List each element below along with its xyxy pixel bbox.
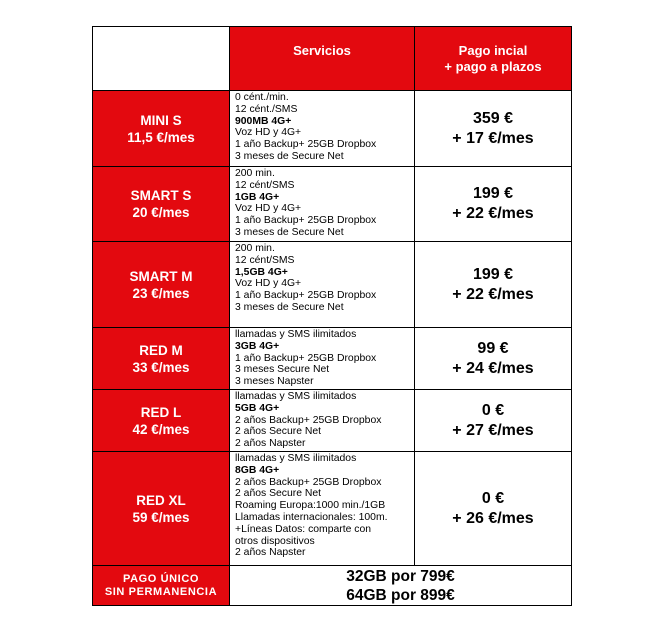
- plan-name: MINI S: [140, 112, 182, 128]
- service-line: 2 años Napster: [235, 547, 306, 559]
- services-cell: [230, 452, 415, 566]
- payment-cell: [415, 390, 572, 452]
- service-line: Voz HD y 4G+: [235, 127, 302, 139]
- plan-price: 23 €/mes: [132, 285, 190, 301]
- service-line: 1,5GB 4G+: [235, 266, 288, 278]
- plan-name: RED XL: [136, 492, 186, 508]
- plan-name: SMART S: [130, 188, 192, 203]
- initial-payment: 0 €: [481, 401, 505, 419]
- services-cell: [230, 242, 415, 328]
- plan-name: RED M: [139, 342, 183, 358]
- service-line: llamadas y SMS ilimitados: [235, 329, 357, 340]
- plan-price: 20 €/mes: [132, 205, 190, 220]
- monthly-payment: + 27 €/mes: [452, 421, 534, 439]
- service-line: Roaming Europa:1000 min./1GB: [235, 500, 386, 512]
- service-line: 2 años Backup+ 25GB Dropbox: [235, 476, 382, 488]
- initial-payment: 0 €: [481, 489, 505, 507]
- payment-cell: [415, 167, 572, 242]
- initial-payment: 199 €: [472, 265, 514, 283]
- service-line: 2 años Napster: [235, 438, 306, 450]
- plan-name: SMART M: [129, 268, 193, 284]
- plan-price: 11,5 €/mes: [127, 129, 195, 145]
- header-payment-line2: + pago a plazos: [444, 59, 542, 74]
- service-line: 12 cént./SMS: [235, 103, 298, 115]
- footer-option-32gb: 32GB por 799€: [346, 567, 455, 585]
- header-payment: [415, 27, 572, 91]
- footer-options-cell: [230, 566, 572, 606]
- plan-price: 33 €/mes: [132, 359, 190, 375]
- plan-name: RED L: [140, 404, 182, 420]
- monthly-payment: + 26 €/mes: [452, 509, 534, 527]
- footer-row: [93, 566, 572, 606]
- services-cell: [230, 167, 415, 242]
- payment-cell: [415, 242, 572, 328]
- monthly-payment: + 17 €/mes: [452, 129, 534, 147]
- service-line: 1 año Backup+ 25GB Dropbox: [235, 139, 377, 151]
- payment-cell: [415, 328, 572, 390]
- plan-row-red-l: [93, 390, 572, 452]
- monthly-payment: + 22 €/mes: [452, 285, 534, 303]
- service-line: llamadas y SMS ilimitados: [235, 391, 357, 402]
- service-line: 200 min.: [235, 168, 275, 179]
- plan-price: 59 €/mes: [132, 509, 190, 525]
- plan-row-smart-s: [93, 167, 572, 242]
- plan-cell: [93, 452, 230, 566]
- plan-price: 42 €/mes: [132, 421, 190, 437]
- services-cell: [230, 390, 415, 452]
- plan-cell: [93, 328, 230, 390]
- service-line: 1GB 4G+: [235, 191, 280, 203]
- service-line: 5GB 4G+: [235, 402, 280, 414]
- footer-label-cell: [93, 566, 230, 606]
- service-line: 3 meses Secure Net: [235, 364, 330, 376]
- footer-label-line2: SIN PERMANENCIA: [104, 585, 218, 598]
- plan-cell: [93, 91, 230, 167]
- service-line: 1 año Backup+ 25GB Dropbox: [235, 352, 377, 364]
- service-line: 3 meses de Secure Net: [235, 150, 344, 162]
- service-line: 3 meses de Secure Net: [235, 226, 344, 238]
- service-line: 3 meses Napster: [235, 376, 314, 388]
- service-line: 1 año Backup+ 25GB Dropbox: [235, 215, 377, 227]
- monthly-payment: + 24 €/mes: [452, 359, 534, 377]
- service-line: 3GB 4G+: [235, 340, 280, 352]
- services-cell: [230, 328, 415, 390]
- plan-cell: [93, 167, 230, 242]
- initial-payment: 99 €: [477, 339, 509, 357]
- service-line: 12 cént/SMS: [235, 254, 295, 266]
- service-line: Voz HD y 4G+: [235, 278, 302, 290]
- plan-row-mini-s: [93, 91, 572, 167]
- payment-cell: [415, 452, 572, 566]
- initial-payment: 199 €: [472, 185, 514, 202]
- service-line: 0 cént./min.: [235, 92, 289, 103]
- pricing-table: [92, 26, 572, 606]
- header-empty-cell: [93, 27, 230, 91]
- plan-cell: [93, 390, 230, 452]
- monthly-payment: + 22 €/mes: [452, 205, 534, 222]
- service-line: 2 años Backup+ 25GB Dropbox: [235, 414, 382, 426]
- service-line: Llamadas internacionales: 100m.: [235, 511, 388, 523]
- service-line: 8GB 4G+: [235, 464, 280, 476]
- service-line: 12 cént/SMS: [235, 179, 295, 191]
- services-cell: [230, 91, 415, 167]
- header-row: [93, 27, 572, 91]
- header-services: Servicios: [230, 27, 415, 91]
- service-line: 3 meses de Secure Net: [235, 301, 344, 313]
- initial-payment: 359 €: [472, 109, 514, 127]
- service-line: 1 año Backup+ 25GB Dropbox: [235, 290, 377, 302]
- plan-row-red-xl: [93, 452, 572, 566]
- footer-option-64gb: 64GB por 899€: [346, 586, 455, 604]
- service-line: +Líneas Datos: comparte con otros dispositivos: [235, 523, 372, 547]
- header-payment-line1: Pago incial: [458, 43, 528, 58]
- plan-row-smart-m: [93, 242, 572, 328]
- service-line: 2 años Secure Net: [235, 426, 322, 438]
- service-line: 2 años Secure Net: [235, 488, 322, 500]
- service-line: 900MB 4G+: [235, 115, 292, 127]
- service-line: 200 min.: [235, 243, 275, 254]
- plan-row-red-m: [93, 328, 572, 390]
- plan-cell: [93, 242, 230, 328]
- service-line: llamadas y SMS ilimitados: [235, 453, 357, 464]
- footer-label-line1: PAGO ÚNICO: [122, 572, 200, 585]
- service-line: Voz HD y 4G+: [235, 203, 302, 215]
- payment-cell: [415, 91, 572, 167]
